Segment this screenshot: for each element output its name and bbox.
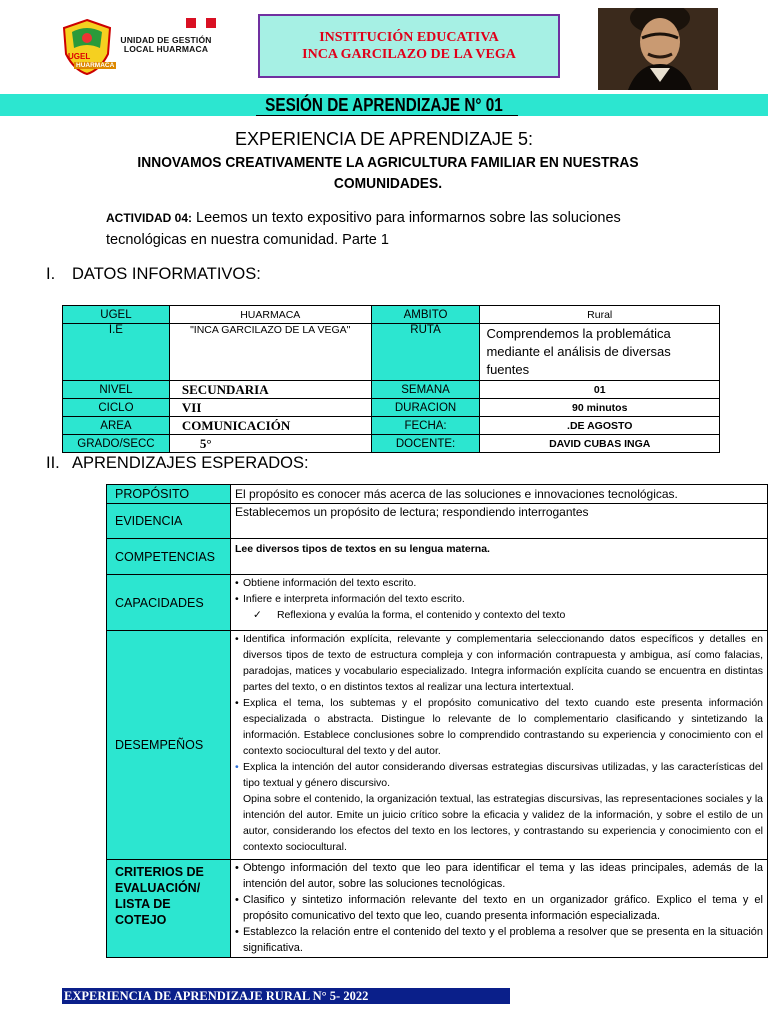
area-label: AREA (63, 417, 170, 435)
desempenos-list (230, 631, 767, 860)
table-row (63, 417, 720, 435)
ruta-label: RUTA (371, 324, 480, 381)
table-row (63, 399, 720, 417)
logo-ugel-text: UGEL (68, 52, 91, 61)
institution-line-2: INCA GARCILAZO DE LA VEGA (302, 47, 516, 62)
table-row (63, 381, 720, 399)
footer-banner: EXPERIENCIA DE APRENDIZAJE RURAL N° 5- 2022 (62, 988, 510, 1004)
table-row (63, 435, 720, 453)
nivel-value: SECUNDARIA (169, 381, 371, 399)
criterios-list (230, 860, 767, 958)
desempenos-label: DESEMPEÑOS (107, 631, 231, 860)
proposito-label: PROPÓSITO (107, 485, 231, 504)
list-item: • Infiere e interpreta información del texto escrito. (234, 593, 465, 605)
ugel-value: HUARMACA (169, 306, 371, 324)
institution-line-1: INSTITUCIÓN EDUCATIVA (319, 30, 499, 45)
nivel-label: NIVEL (63, 381, 170, 399)
table-row (107, 631, 768, 860)
fecha-label: FECHA: (371, 417, 480, 435)
table-row (107, 539, 768, 575)
list-item: • Clasifico y sintetizo información relevante del texto en un organizador gráfico. Explico el tema y el propósito comunicativo del texto que leo, cuando presenta información especializada. (234, 894, 763, 922)
ugel-logo (56, 16, 220, 80)
table-row (107, 485, 768, 504)
duracion-value: 90 minutos (480, 399, 720, 417)
list-item: • Establezco la relación entre el contenido del texto y el problema a resolver que se presenta en la situación significativa. (234, 926, 763, 954)
list-item: • Explica la intención del autor considerando diversas estrategias discursivas utilizadas, y las características del tipo textual y género discursivo. (234, 761, 763, 789)
list-item: • Explica el tema, los subtemas y el propósito comunicativo del texto cuando este presenta información especializada o abstracta. Distingue lo relevante de lo complementario clasificando y sintetizando la información. Establece conclusiones sobre lo comprendido contrastando su experiencia y conocimiento con el contexto sociocultural del texto y del autor. (234, 697, 763, 757)
ruta-value: Comprendemos la problemática mediante el análisis de diversas fuentes (480, 324, 720, 381)
semana-value: 01 (480, 381, 720, 399)
section-1-title: DATOS INFORMATIVOS: (72, 265, 261, 283)
logo-huarmaca-text: HUARMACA (76, 62, 115, 69)
duracion-label: DURACION (371, 399, 480, 417)
institution-box (258, 14, 560, 78)
section-1-number: I. (46, 265, 56, 283)
activity-label: ACTIVIDAD 04: (106, 211, 193, 225)
table-row (107, 575, 768, 631)
criterios-label: CRITERIOS DE EVALUACIÓN/ LISTA DE COTEJO (107, 860, 231, 958)
list-item: Opina sobre el contenido, la organización textual, las estrategias discursivas, las representaciones sociales y la intención del autor. Emite un juicio crítico sobre la eficacia y validez de la información, y sobre el estilo de un autor, considerando los efectos del texto en los lectores, y contrastando su experiencia y conocimiento con el contexto sociocultural. (242, 793, 763, 853)
competencias-text: Lee diversos tipos de textos en su lengua materna. (230, 539, 767, 575)
list-item: • Identifica información explícita, relevante y complementaria seleccionando datos específicos y detalles en diversos tipos de texto de estructura compleja y con información contrapuesta y ambigua, así como falacias, paradojas, matices y vocabulario especializado. Integra información explícita cuando se encuentra en distintas partes del texto, o en distintos textos al realizar una lectura intertextual. (234, 633, 763, 693)
capacidades-label: CAPACIDADES (107, 575, 231, 631)
experience-title: EXPERIENCIA DE APRENDIZAJE 5: (234, 129, 534, 149)
table-row (63, 324, 720, 381)
activity (106, 207, 666, 251)
grado-label: GRADO/SECC (63, 435, 170, 453)
table-row (107, 860, 768, 958)
docente-value: DAVID CUBAS INGA (480, 435, 720, 453)
table-row (107, 504, 768, 539)
datos-table (62, 305, 720, 453)
section-1-heading (46, 264, 261, 284)
ciclo-value: VII (169, 399, 371, 417)
list-item: • Obtiene información del texto escrito. (234, 577, 417, 589)
docente-label: DOCENTE: (371, 435, 480, 453)
experience-subtitle: INNOVAMOS CREATIVAMENTE LA AGRICULTURA FAMILIAR EN NUESTRAS COMUNIDADES. (137, 154, 639, 192)
evidencia-label: EVIDENCIA (107, 504, 231, 539)
table-row (63, 306, 720, 324)
aprendizajes-table (106, 484, 768, 958)
semana-label: SEMANA (371, 381, 480, 399)
ciclo-label: CICLO (63, 399, 170, 417)
section-2-heading (46, 453, 309, 473)
evidencia-text: Establecemos un propósito de lectura; respondiendo interrogantes (230, 504, 767, 539)
logo-text: UNIDAD DE GESTIÓN LOCAL HUARMACA (120, 35, 212, 54)
ambito-label: AMBITO (371, 306, 480, 324)
capacidades-list (230, 575, 767, 631)
check-icon: ✓ (252, 609, 262, 621)
session-underline (256, 115, 518, 116)
fecha-value: .DE AGOSTO (480, 417, 720, 435)
section-2-title: APRENDIZAJES ESPERADOS: (72, 454, 309, 472)
activity-text: Leemos un texto expositivo para informarnos sobre las soluciones tecnológicas en nuestra comunidad. Parte 1 (106, 210, 621, 248)
ugel-label: UGEL (63, 306, 170, 324)
list-item: • Obtengo información del texto que leo para identificar el tema y las ideas principales, además de la intención del autor, sobre las soluciones tecnológicas. (234, 862, 763, 890)
peru-flag-icon (186, 18, 216, 28)
area-value: COMUNICACIÓN (169, 417, 371, 435)
ie-value: "INCA GARCILAZO DE LA VEGA" (169, 324, 371, 381)
list-item: ✓ Reflexiona y evalúa la forma, el contenido y contexto del texto (252, 609, 566, 621)
section-2-number: II. (46, 454, 60, 472)
ambito-value: Rural (480, 306, 720, 324)
competencias-label: COMPETENCIAS (107, 539, 231, 575)
ie-label: I.E (63, 324, 170, 381)
grado-value: 5° (169, 435, 371, 453)
session-title: SESIÓN DE APRENDIZAJE N° 01 (265, 95, 503, 115)
portrait-image (598, 8, 718, 90)
proposito-text: El propósito es conocer más acerca de las soluciones e innovaciones tecnológicas. (230, 485, 767, 504)
portrait-icon (598, 8, 718, 90)
